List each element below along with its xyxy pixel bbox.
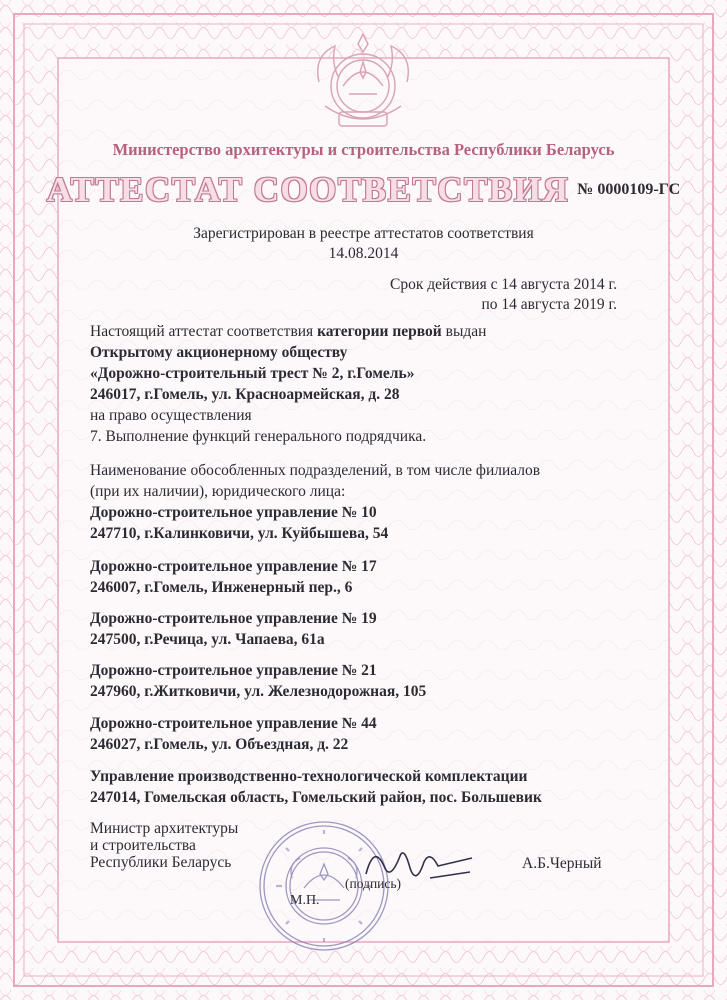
divisions-heading-line-2: (при их наличии), юридического лица: xyxy=(90,483,346,500)
signer-title-line-2: и строительства xyxy=(90,837,196,854)
registered-text: Зарегистрирован в реестре аттестатов соответствия xyxy=(193,225,534,242)
category: категории первой xyxy=(317,323,442,340)
division-item xyxy=(90,713,377,755)
divisions-heading xyxy=(90,460,540,502)
division-address: 246027, г.Гомель, ул. Объездная, д. 22 xyxy=(90,736,349,753)
intro-line: Настоящий аттестат соответствия категории первой выдан xyxy=(90,323,487,340)
main-statement xyxy=(90,321,486,447)
registered-date: 14.08.2014 xyxy=(328,245,399,262)
company-name-line-1: Открытому акционерному обществу xyxy=(90,344,348,361)
company-name-line-2: «Дорожно-строительный трест № 2, г.Гомель» xyxy=(90,365,415,382)
certificate-number: № 0000109-ГС xyxy=(577,181,681,198)
division-item xyxy=(90,660,426,702)
division-name: Управление производственно-технологической комплектации xyxy=(90,768,528,785)
right-text: на право осуществления xyxy=(90,407,252,424)
signature-label: (подпись) xyxy=(345,876,402,891)
division-name: Дорожно-строительное управление № 21 xyxy=(90,662,377,679)
division-name: Дорожно-строительное управление № 17 xyxy=(90,558,377,575)
validity-to: по 14 августа 2019 г. xyxy=(481,296,617,313)
division-item xyxy=(90,556,377,598)
document-title: АТТЕСТАТ СООТВЕТСТВИЯ xyxy=(46,170,570,209)
division-name: Дорожно-строительное управление № 10 xyxy=(90,504,377,521)
division-item xyxy=(90,502,388,544)
ministry-name: Министерство архитектуры и строительства Республики Беларусь xyxy=(112,140,615,159)
division-address: 247500, г.Речица, ул. Чапаева, 61а xyxy=(90,631,325,648)
division-address: 246007, г.Гомель, Инженерный пер., 6 xyxy=(90,579,353,596)
division-item xyxy=(90,608,377,650)
signer-title-line-3: Республики Беларусь xyxy=(90,854,232,871)
seal-label: М.П. xyxy=(290,893,320,908)
division-name: Дорожно-строительное управление № 19 xyxy=(90,610,377,627)
division-name: Дорожно-строительное управление № 44 xyxy=(90,715,377,732)
function-text: 7. Выполнение функций генерального подрядчика. xyxy=(90,428,427,445)
title-row xyxy=(0,170,727,210)
signer-title-line-1: Министр архитектуры xyxy=(90,820,239,837)
division-address: 247014, Гомельская область, Гомельский район, пос. Большевик xyxy=(90,789,542,806)
validity-from: Срок действия с 14 августа 2014 г. xyxy=(390,276,617,293)
division-item xyxy=(90,766,542,808)
division-address: 247960, г.Житковичи, ул. Железнодорожная, 105 xyxy=(90,683,427,700)
company-address: 246017, г.Гомель, ул. Красноармейская, д. 28 xyxy=(90,386,400,403)
divisions-heading-line-1: Наименование обособленных подразделений, в том числе филиалов xyxy=(90,462,541,479)
signer-name: А.Б.Черный xyxy=(522,855,602,872)
division-address: 247710, г.Калинковичи, ул. Куйбышева, 54 xyxy=(90,525,389,542)
state-emblem-icon xyxy=(305,28,421,136)
signer-title xyxy=(90,820,238,871)
